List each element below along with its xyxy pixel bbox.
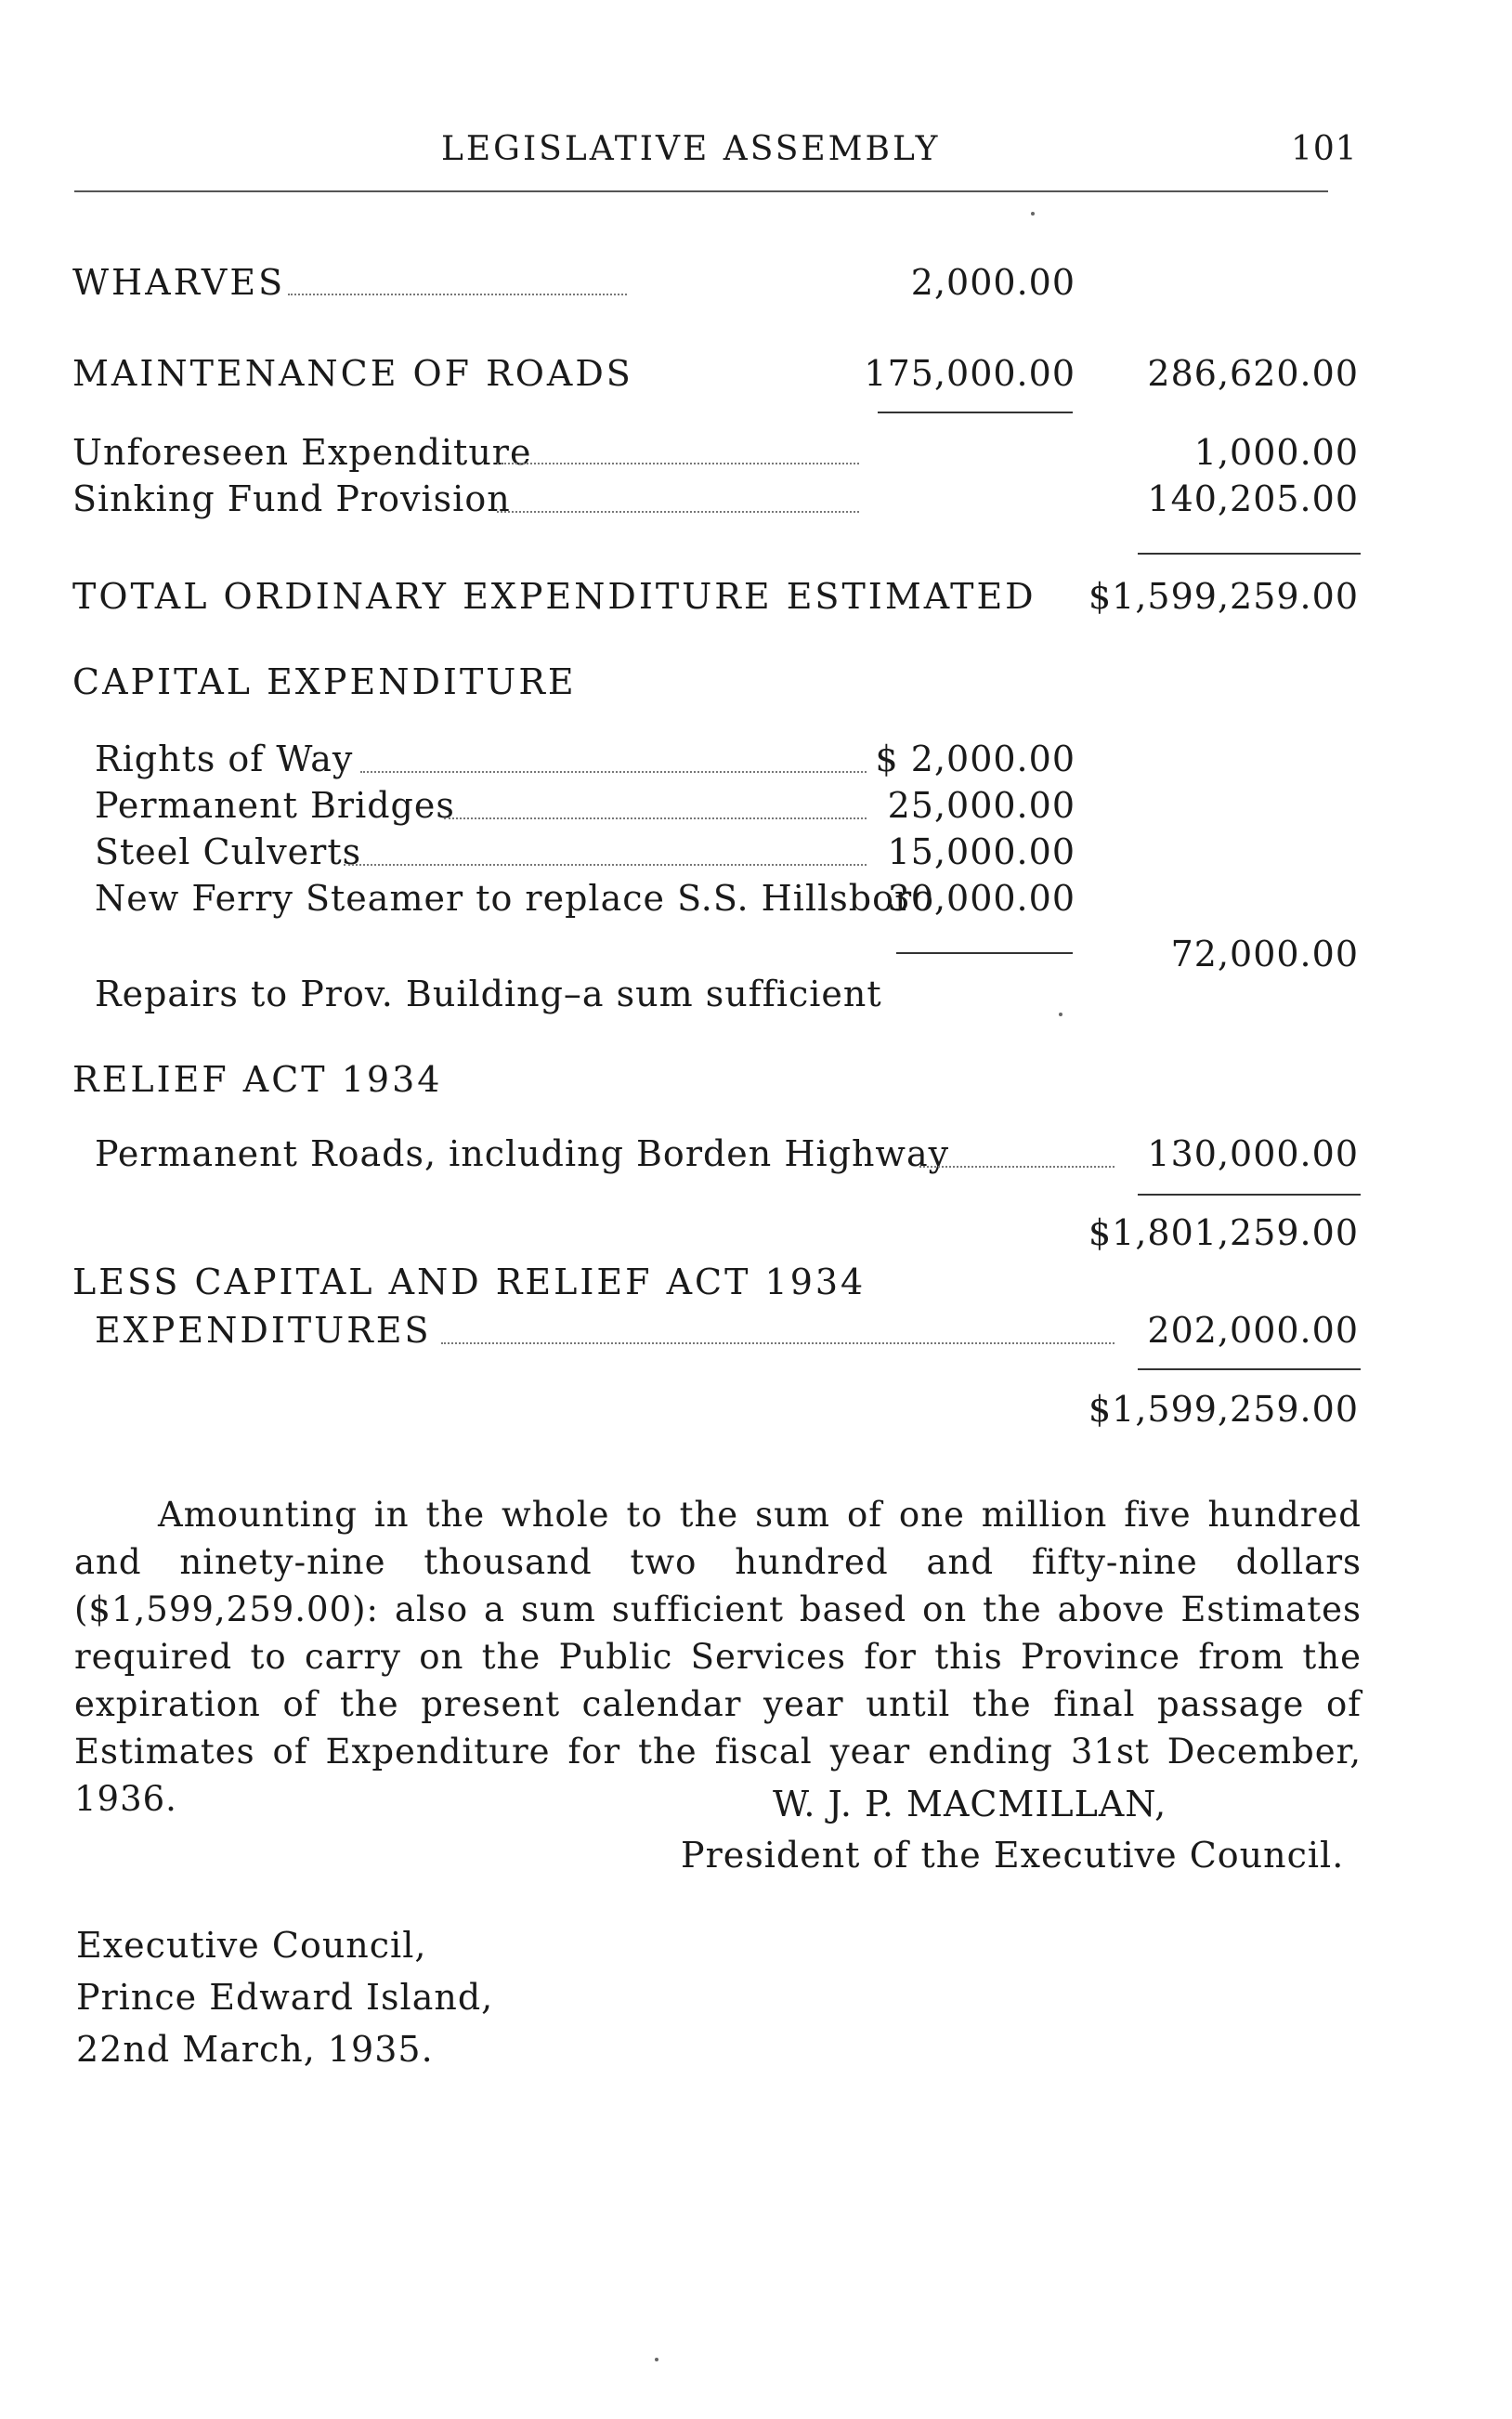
capital-heading: CAPITAL EXPENDITURE [72, 661, 577, 702]
sinking-label: Sinking Fund Provision [72, 478, 511, 519]
dot-leader [344, 864, 867, 866]
final-total: $1,599,259.00 [1088, 1389, 1359, 1430]
sinking-total: 140,205.00 [1147, 478, 1359, 519]
capital-item-amount: 25,000.00 [887, 785, 1075, 826]
unforeseen-label: Unforeseen Expenditure [72, 432, 532, 473]
subtotal-rule [896, 952, 1073, 954]
less-label-line2: EXPENDITURES [95, 1310, 432, 1351]
less-label-line1: LESS CAPITAL AND RELIEF ACT 1934 [72, 1262, 867, 1302]
maintenance-label: MAINTENANCE OF ROADS [72, 353, 633, 394]
capital-item-label: Steel Culverts [95, 831, 362, 872]
speck-mark [1059, 1013, 1062, 1016]
running-header: LEGISLATIVE ASSEMBLY [441, 130, 941, 168]
capital-item-label: Rights of Way [95, 739, 354, 779]
total-rule [1138, 553, 1361, 555]
relief-subtotal: $1,801,259.00 [1088, 1212, 1359, 1253]
dot-leader [441, 1342, 1114, 1344]
summary-paragraph: Amounting in the whole to the sum of one million five hundred and ninety-nine thousand two hundred and fifty-nine dollars ($1,599,259.00): also a sum sufficient based on the above Estimates required to carry on the Public Services for this Province from the expiration of the present calendar year until the final passage of Estimates of Expenditure for the fiscal year ending 31st December, 1936. [74, 1495, 1362, 1819]
wharves-label: WHARVES [72, 262, 286, 303]
capital-total: 72,000.00 [1170, 934, 1359, 974]
maintenance-total: 286,620.00 [1147, 353, 1359, 394]
dot-leader [497, 511, 859, 513]
dot-leader [360, 771, 867, 773]
capital-item-amount: 30,000.00 [887, 878, 1075, 919]
signatory-name: W. J. P. MACMILLAN, [773, 1784, 1167, 1824]
capital-item-label: Permanent Bridges [95, 785, 455, 826]
less-total: 202,000.00 [1147, 1310, 1359, 1351]
capital-item-label: New Ferry Steamer to replace S.S. Hillsboro [95, 878, 935, 919]
footer-line: 22nd March, 1935. [76, 2029, 434, 2070]
total-rule [1138, 1194, 1361, 1196]
speck-mark [1031, 212, 1035, 216]
footer-line: Executive Council, [76, 1925, 427, 1966]
relief-item-total: 130,000.00 [1147, 1133, 1359, 1174]
relief-item-label: Permanent Roads, including Borden Highway [95, 1133, 950, 1174]
dot-leader [919, 1166, 1114, 1168]
capital-item-amount: 15,000.00 [887, 831, 1075, 872]
header-rule [74, 190, 1328, 192]
capital-item-amount: $ 2,000.00 [875, 739, 1075, 779]
total-ordinary-label: TOTAL ORDINARY EXPENDITURE ESTIMATED [72, 576, 1036, 617]
footer-line: Prince Edward Island, [76, 1977, 494, 2018]
relief-heading: RELIEF ACT 1934 [72, 1059, 443, 1100]
total-rule [1138, 1368, 1361, 1370]
signatory-title: President of the Executive Council. [681, 1835, 1345, 1876]
wharves-amount: 2,000.00 [910, 262, 1075, 303]
maintenance-amount: 175,000.00 [864, 353, 1075, 394]
dot-leader [288, 294, 627, 295]
dot-leader [444, 817, 867, 819]
repairs-note: Repairs to Prov. Building–a sum sufficient [95, 974, 882, 1014]
dot-leader [497, 463, 859, 464]
page-number: 101 [1291, 130, 1358, 168]
unforeseen-total: 1,000.00 [1193, 432, 1359, 473]
total-ordinary-amount: $1,599,259.00 [1088, 576, 1359, 617]
subtotal-rule [878, 412, 1073, 413]
speck-mark [655, 2358, 658, 2361]
